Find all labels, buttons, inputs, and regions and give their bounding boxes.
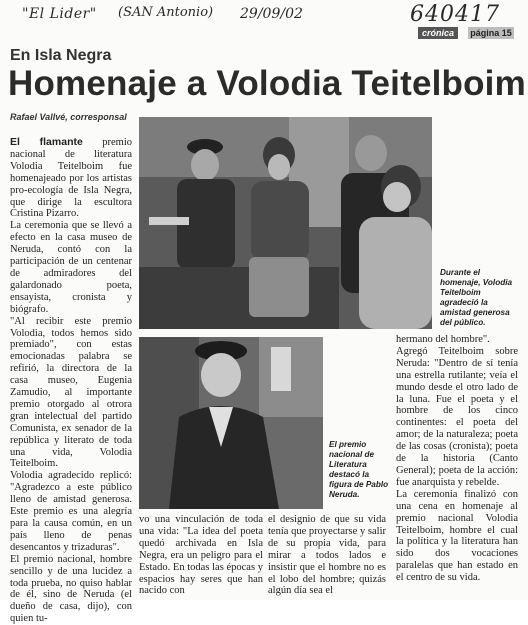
paragraph: vo una vinculación de toda una vida: "La idea del poeta quedó archivada en Isla Negra, era un peligro para el Estado. En todas las épocas y espacios hay seres que han nacido con (139, 514, 263, 597)
handwritten-source: "El Lider" (22, 6, 97, 22)
handwritten-date: 29/09/02 (240, 6, 303, 22)
paragraph: El premio nacional, hombre sencillo y de una lucidez a toda prueba, no quiso hablar de él, sino de Neruda (el dueño de casa, dijo), con quien tu- (10, 553, 132, 625)
article-column-4 (396, 334, 518, 584)
article-byline: Rafael Vallvé, corresponsal (10, 112, 127, 122)
article-headline: Homenaje a Volodia Teitelboim (8, 64, 526, 103)
ceremony-photo-image (139, 117, 432, 329)
article-column-1 (10, 137, 132, 625)
portrait-photo-image (139, 337, 323, 509)
portrait-photo (139, 337, 323, 509)
paragraph: La ceremonia finalizó con una cena en homenaje al premio nacional Volodia Teitelboim, hombre el cual la política y la literatura han sido dos vocaciones paralelas que han estado en el centro de su vida. (396, 488, 518, 584)
paragraph: hermano del hombre". (396, 334, 490, 345)
page-number-label: página 15 (468, 27, 514, 39)
handwritten-city: (SAN Antonio) (118, 5, 214, 20)
portrait-photo-caption: El premio nacional de Literatura destacó la figura de Pablo Neruda. (329, 440, 389, 499)
paragraph: Agregó Teitelboim sobre Neruda: "Dentro de sí tenía una estrella rutilante; veía el mundo desde el otro lado de la luna. Fue el poeta y el hombre de los cinco continentes: el poeta del amor; de la naturaleza; poeta de las cosas (cronista); poeta de la historia (Canto General); poeta de la acción: fue anarquista y rebelde. (396, 345, 518, 488)
article-kicker: En Isla Negra (10, 47, 112, 64)
article-column-2 (139, 514, 263, 597)
section-label: crónica (418, 27, 458, 39)
paragraph: el designio de que su vida tenía que proyectarse y salir de su propia vida, para mirar a todos lados e insistir que el hombre no es el lobo del hombre; quizás algún día sea el (268, 514, 386, 597)
paragraph: El flamante premio nacional de literatura Volodia Teitelboim fue homenajeado por los artistas pro-ecología de Isla Negra, que dirige la escultora Cristina Pizarro. (10, 136, 132, 220)
ceremony-photo (139, 117, 432, 329)
paragraph: Volodia agradecido replicó: "Agradezco a este público lleno de amistad generosa. Este premio es una alegría para la causa común, en un país lleno de penas desencantos y trizaduras". (10, 470, 132, 553)
ceremony-photo-caption: Durante el homenaje, Volodia Teitelboim agradeció la amistad generosa del público. (440, 268, 513, 327)
article-column-3 (268, 514, 386, 597)
paragraph: La ceremonia que se llevó a efecto en la casa museo de Neruda, contó con la participación de un centenar de admiradores del galardonado poeta, ensayista, cronista y biógrafo. (10, 220, 132, 315)
paragraph: "Al recibir este premio Volodia, todos hemos sido premiado", con estas emocionadas palabra se refirió, la directora de la casa museo, Eugenia Zamudio, al importante premio otorgado al otrora gran intelectual del partido Comunista, ex senador de la república y literato de toda una vida, Volodia Teitelboim. (10, 315, 132, 470)
handwritten-clipping-number: 640417 (410, 2, 500, 27)
lead-words: El flamante (10, 136, 83, 148)
